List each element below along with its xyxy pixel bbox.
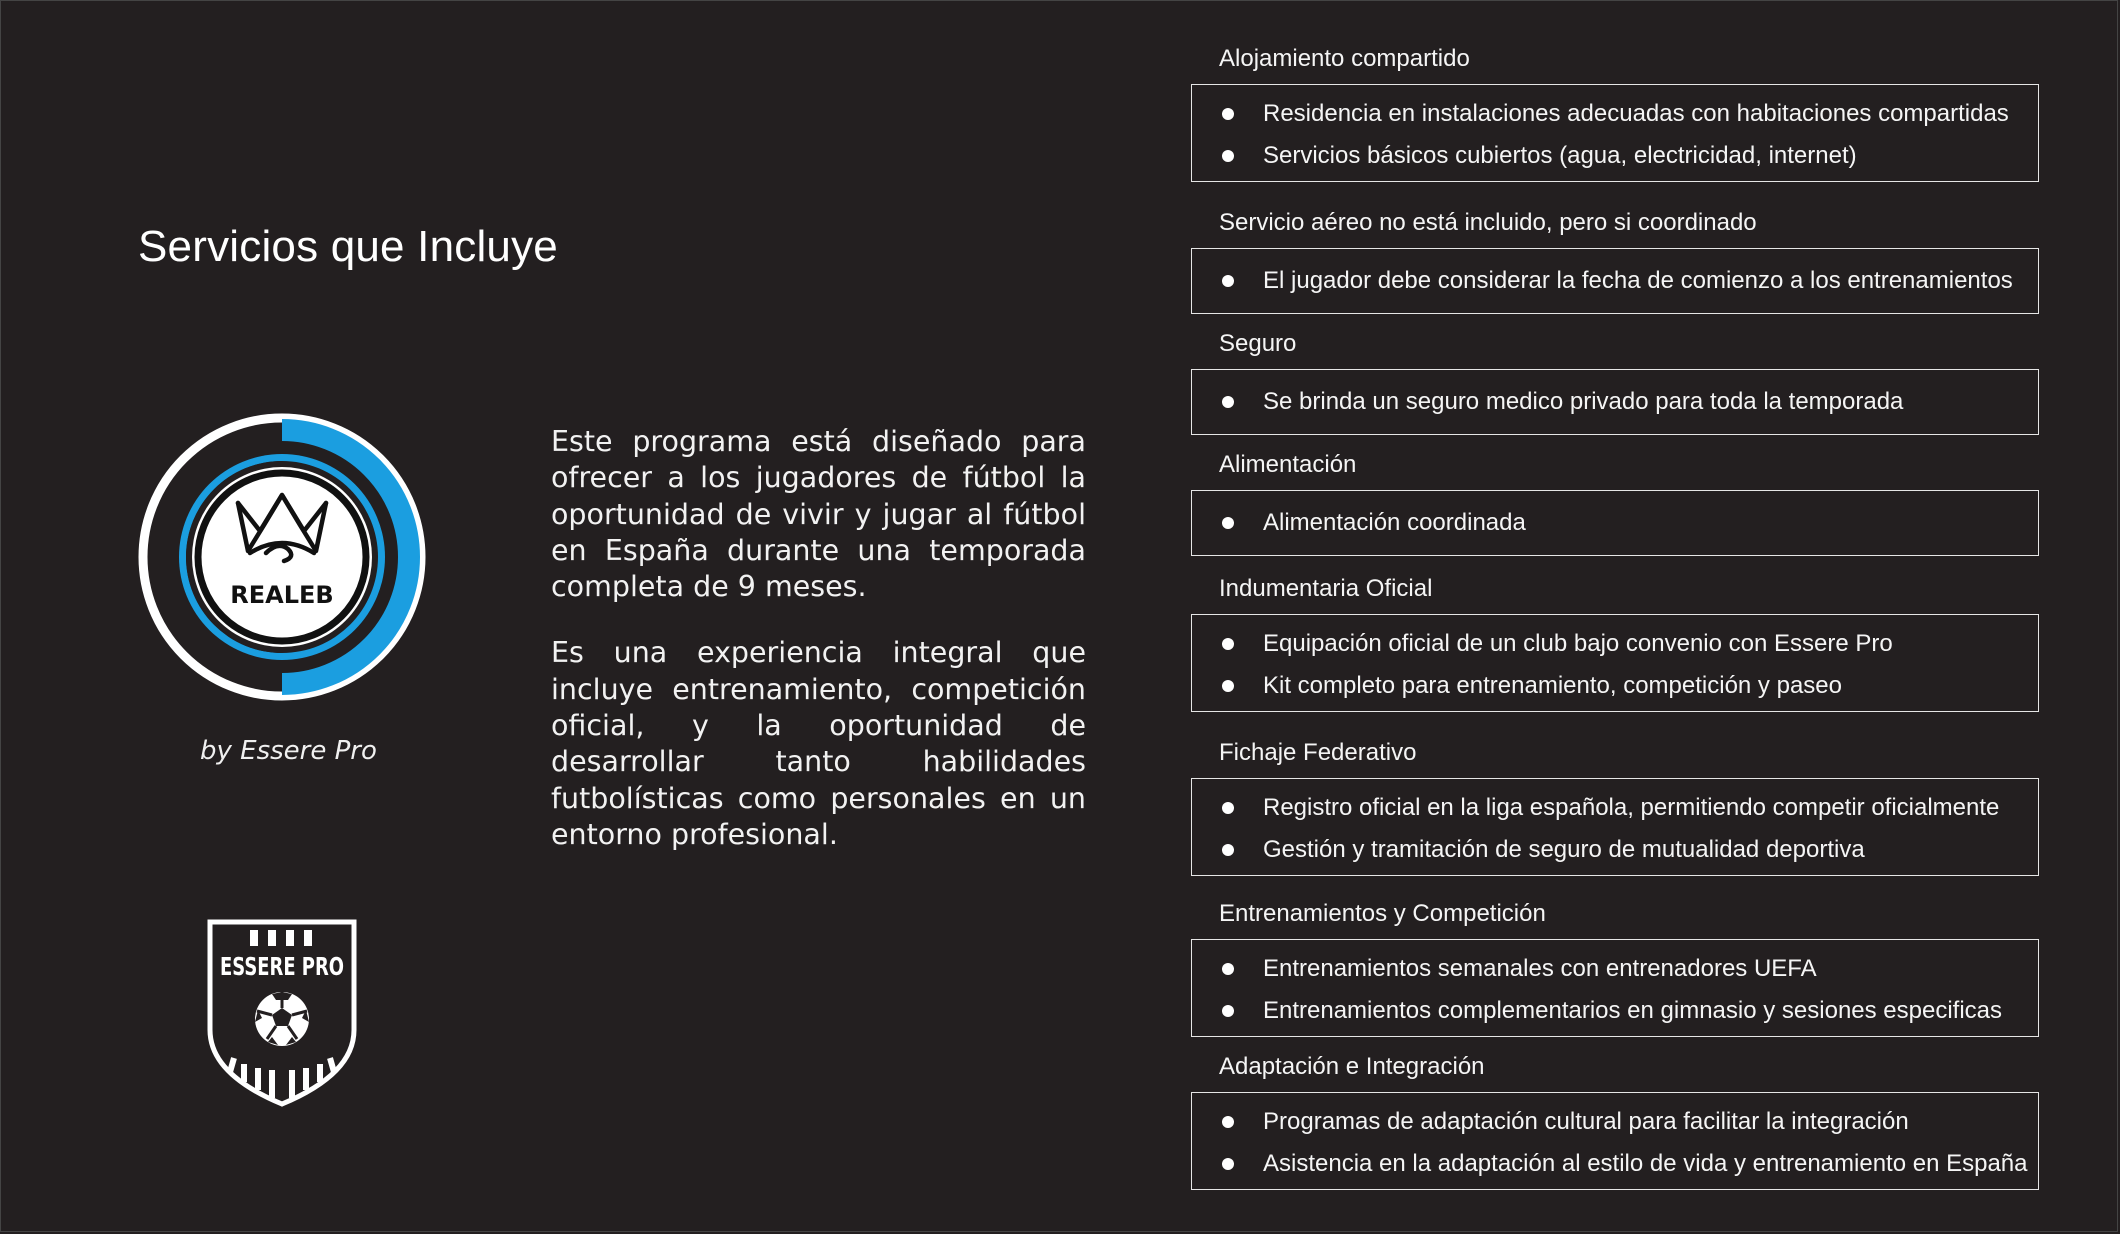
- section-box: [1191, 778, 2039, 876]
- list-item: [1192, 948, 2040, 990]
- bullet-icon: [1222, 275, 1234, 287]
- section-box: [1191, 369, 2039, 435]
- bullet-icon: [1222, 108, 1234, 120]
- realeb-wordmark: REALEB: [230, 581, 334, 609]
- section-box: [1191, 490, 2039, 556]
- list-item: [1192, 1143, 2040, 1185]
- description-paragraph-1: Este programa está diseñado para ofrecer a los jugadores de fútbol la oportunidad de vivir y jugar al fútbol en España durante una temporada completa de 9 meses.: [551, 425, 1086, 604]
- section-box: [1191, 248, 2039, 314]
- bullet-icon: [1222, 517, 1234, 529]
- list-item-text: Servicios básicos cubiertos (agua, electricidad, internet): [1263, 142, 1857, 169]
- list-item-text: Kit completo para entrenamiento, competición y paseo: [1263, 672, 1842, 699]
- section-title: Seguro: [1219, 330, 1297, 357]
- section-title: Indumentaria Oficial: [1219, 575, 1433, 602]
- realeb-logo: [138, 413, 426, 701]
- list-item: [1192, 1101, 2040, 1143]
- program-description: [551, 424, 1086, 883]
- bullet-icon: [1222, 1005, 1234, 1017]
- section-title: Servicio aéreo no está incluido, pero si coordinado: [1219, 209, 1757, 236]
- list-item: [1192, 381, 2040, 423]
- list-item: [1192, 260, 2040, 302]
- list-item: [1192, 135, 2040, 177]
- list-item: [1192, 787, 2040, 829]
- list-item-text: Registro oficial en la liga española, permitiendo competir oficialmente: [1263, 794, 2000, 821]
- section-box: [1191, 614, 2039, 712]
- list-item-text: Entrenamientos semanales con entrenadores UEFA: [1263, 955, 1817, 982]
- list-item: [1192, 93, 2040, 135]
- list-item: [1192, 665, 2040, 707]
- list-item-text: Asistencia en la adaptación al estilo de vida y entrenamiento en España: [1263, 1150, 2028, 1177]
- bullet-icon: [1222, 802, 1234, 814]
- list-item-text: Gestión y tramitación de seguro de mutualidad deportiva: [1263, 836, 1865, 863]
- list-item-text: Equipación oficial de un club bajo convenio con Essere Pro: [1263, 630, 1893, 657]
- list-item-text: Residencia en instalaciones adecuadas con habitaciones compartidas: [1263, 100, 2009, 127]
- section-box: [1191, 84, 2039, 182]
- bullet-icon: [1222, 680, 1234, 692]
- bullet-icon: [1222, 150, 1234, 162]
- shield-stripes: [230, 1058, 334, 1098]
- bullet-icon: [1222, 1158, 1234, 1170]
- section-box: [1191, 939, 2039, 1037]
- bullet-icon: [1222, 638, 1234, 650]
- section-box: [1191, 1092, 2039, 1190]
- list-item: [1192, 623, 2040, 665]
- list-item-text: El jugador debe considerar la fecha de comienzo a los entrenamientos: [1263, 267, 2013, 294]
- bullet-icon: [1222, 963, 1234, 975]
- list-item: [1192, 990, 2040, 1032]
- bullet-icon: [1222, 844, 1234, 856]
- section-title: Entrenamientos y Competición: [1219, 900, 1546, 927]
- section-title: Alojamiento compartido: [1219, 45, 1470, 72]
- bullet-icon: [1222, 1116, 1234, 1128]
- list-item-text: Se brinda un seguro medico privado para toda la temporada: [1263, 388, 1904, 415]
- section-title: Alimentación: [1219, 451, 1357, 478]
- description-paragraph-2: Es una experiencia integral que incluye entrenamiento, competición oficial, y la oportunidad de desarrollar tanto habilidades futbolísticas como personales en un entorno profesional.: [551, 636, 1086, 851]
- list-item-text: Alimentación coordinada: [1263, 509, 1526, 536]
- list-item-text: Entrenamientos complementarios en gimnasio y sesiones especificas: [1263, 997, 2003, 1024]
- bullet-icon: [1222, 396, 1234, 408]
- list-item-text: Programas de adaptación cultural para facilitar la integración: [1263, 1108, 1909, 1135]
- list-item: [1192, 829, 2040, 871]
- essere-wordmark: ESSERE PRO: [220, 952, 344, 981]
- soccer-ball-icon: [255, 992, 309, 1046]
- page-title: Servicios que Incluye: [138, 222, 558, 271]
- essere-pro-logo: [206, 918, 358, 1108]
- list-item: [1192, 502, 2040, 544]
- section-title: Adaptación e Integración: [1219, 1053, 1485, 1080]
- section-title: Fichaje Federativo: [1219, 739, 1417, 766]
- byline: by Essere Pro: [200, 736, 377, 766]
